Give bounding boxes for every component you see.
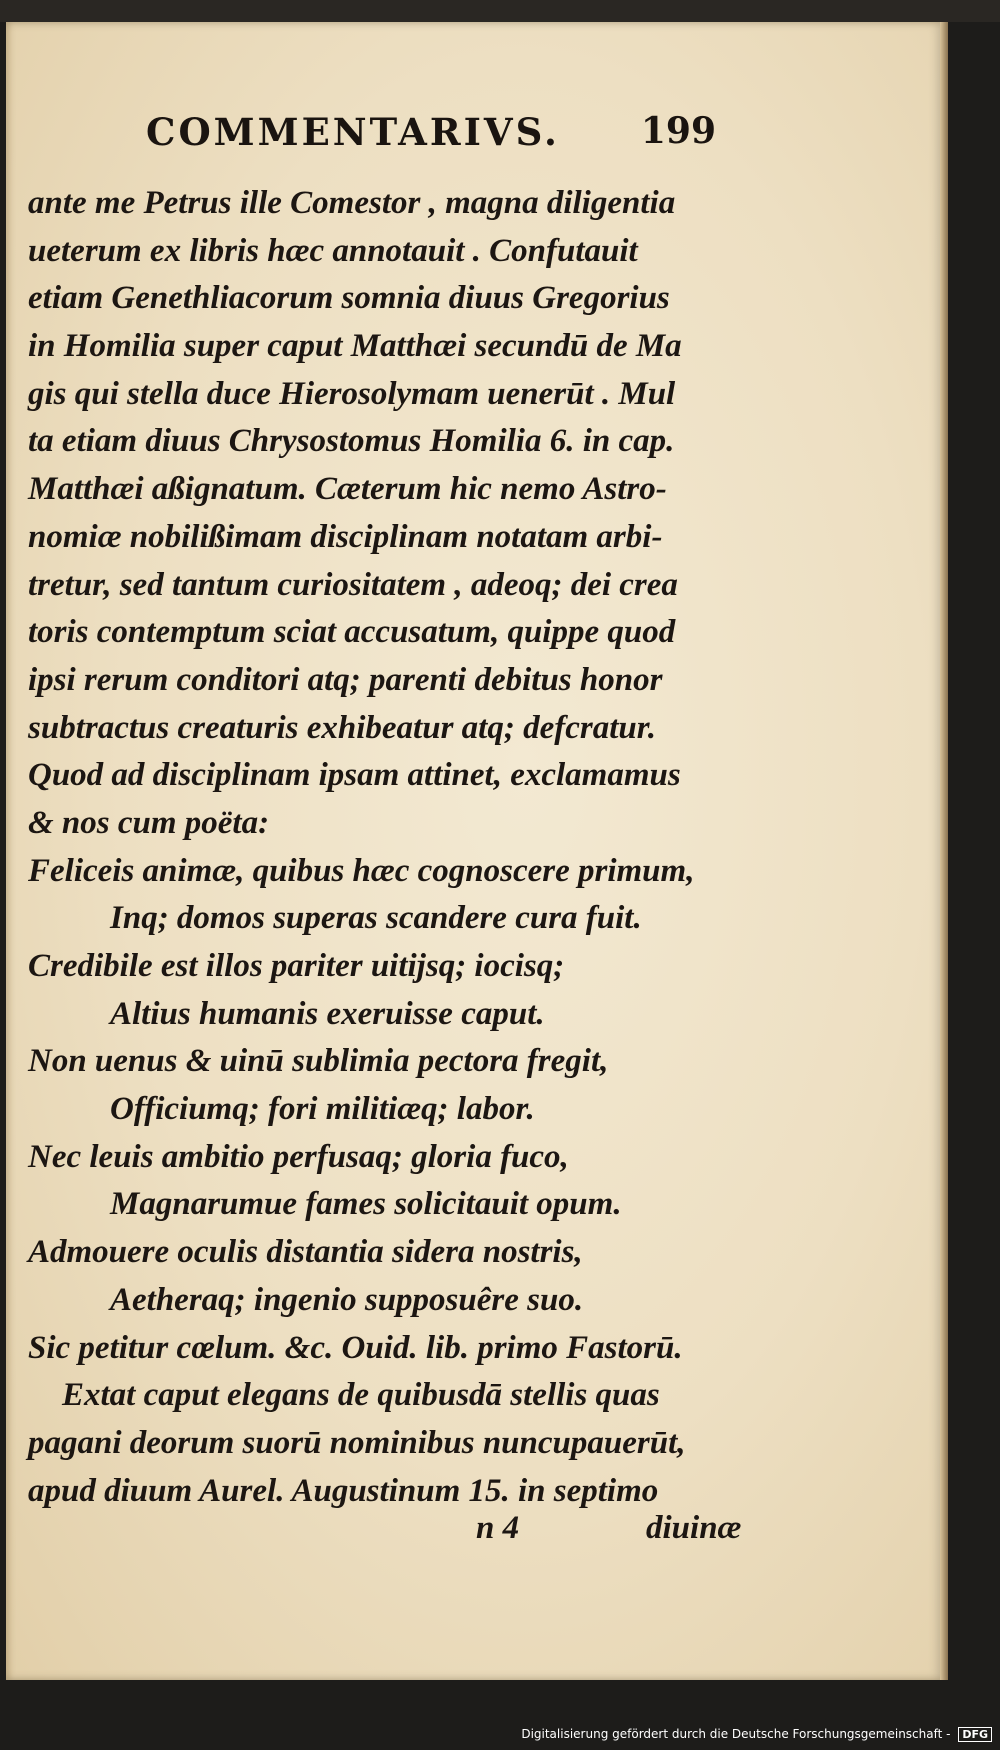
- dfg-logo-icon: DFG: [958, 1727, 992, 1742]
- text-line: Quod ad disciplinam ipsam attinet, exclamamus: [28, 757, 681, 794]
- verse-line-indented: Officiumq; fori militiæq; labor.: [110, 1091, 535, 1128]
- text-line: pagani deorum suorū nominibus nuncupauerūt,: [28, 1424, 686, 1461]
- verse-line: Nec leuis ambitio perfusaq; gloria fuco,: [28, 1138, 569, 1175]
- verse-line: Admouere oculis distantia sidera nostris,: [28, 1234, 583, 1271]
- text-line: ta etiam diuus Chrysostomus Homilia 6. in cap.: [28, 423, 675, 460]
- catchword: diuinæ: [646, 1510, 742, 1546]
- running-head: COMMENTARIVS.: [146, 110, 560, 154]
- text-line: tretur, sed tantum curiositatem , adeoq; dei crea: [28, 566, 678, 603]
- verse-line-indented: Aetheraq; ingenio supposuêre suo.: [110, 1281, 584, 1318]
- verse-line-indented: Altius humanis exeruisse caput.: [110, 995, 545, 1032]
- text-line: nomiæ nobilißimam disciplinam notatam arbi-: [28, 518, 663, 555]
- page-edge: [940, 22, 948, 1680]
- text-line: Extat caput elegans de quibusdā stellis quas: [62, 1377, 660, 1414]
- text-line: ipsi rerum conditori atq; parenti debitus honor: [28, 661, 663, 698]
- text-line: gis qui stella duce Hierosolymam uenerūt . Mul: [28, 375, 676, 412]
- verse-line-indented: Inq; domos superas scandere cura fuit.: [110, 900, 642, 937]
- top-strip: [0, 0, 1000, 22]
- verse-line: Feliceis animæ, quibus hæc cognoscere primum,: [28, 852, 695, 889]
- text-line: toris contemptum sciat accusatum, quippe quod: [28, 614, 676, 651]
- text-line: ueterum ex libris hæc annotauit . Confutauit: [28, 232, 638, 269]
- text-line: subtractus creaturis exhibeatur atq; defcratur.: [28, 709, 656, 746]
- bottom-bar: [0, 1680, 1000, 1750]
- verse-line: Credibile est illos pariter uitijsq; iocisq;: [28, 948, 565, 984]
- text-line: & nos cum poëta:: [28, 804, 270, 841]
- page-footer: [6, 1510, 944, 1560]
- verse-line: Non uenus & uinū sublimia pectora fregit,: [28, 1043, 609, 1080]
- text-line: ante me Petrus ille Comestor , magna diligentia: [28, 185, 676, 221]
- page-header: [146, 110, 716, 170]
- credit-text: Digitalisierung gefördert durch die Deutsche Forschungsgemeinschaft -: [521, 1727, 951, 1741]
- text-line: Sic petitur cœlum. &c. Ouid. lib. primo Fastorū.: [28, 1329, 683, 1366]
- book-page: [6, 22, 944, 1680]
- signature-mark: n 4: [476, 1510, 520, 1546]
- text-line: etiam Genethliacorum somnia diuus Gregorius: [28, 280, 670, 317]
- text-line: Matthæi aßignatum. Cæterum hic nemo Astro-: [28, 471, 667, 508]
- body-text: [28, 180, 748, 1515]
- text-line: in Homilia super caput Matthæi secundū de Ma: [28, 328, 682, 365]
- page-number: 199: [640, 110, 716, 152]
- text-line: apud diuum Aurel. Augustinum 15. in septimo: [28, 1472, 659, 1509]
- funding-credit: [521, 1727, 992, 1742]
- verse-line-indented: Magnarumue fames solicitauit opum.: [110, 1186, 622, 1223]
